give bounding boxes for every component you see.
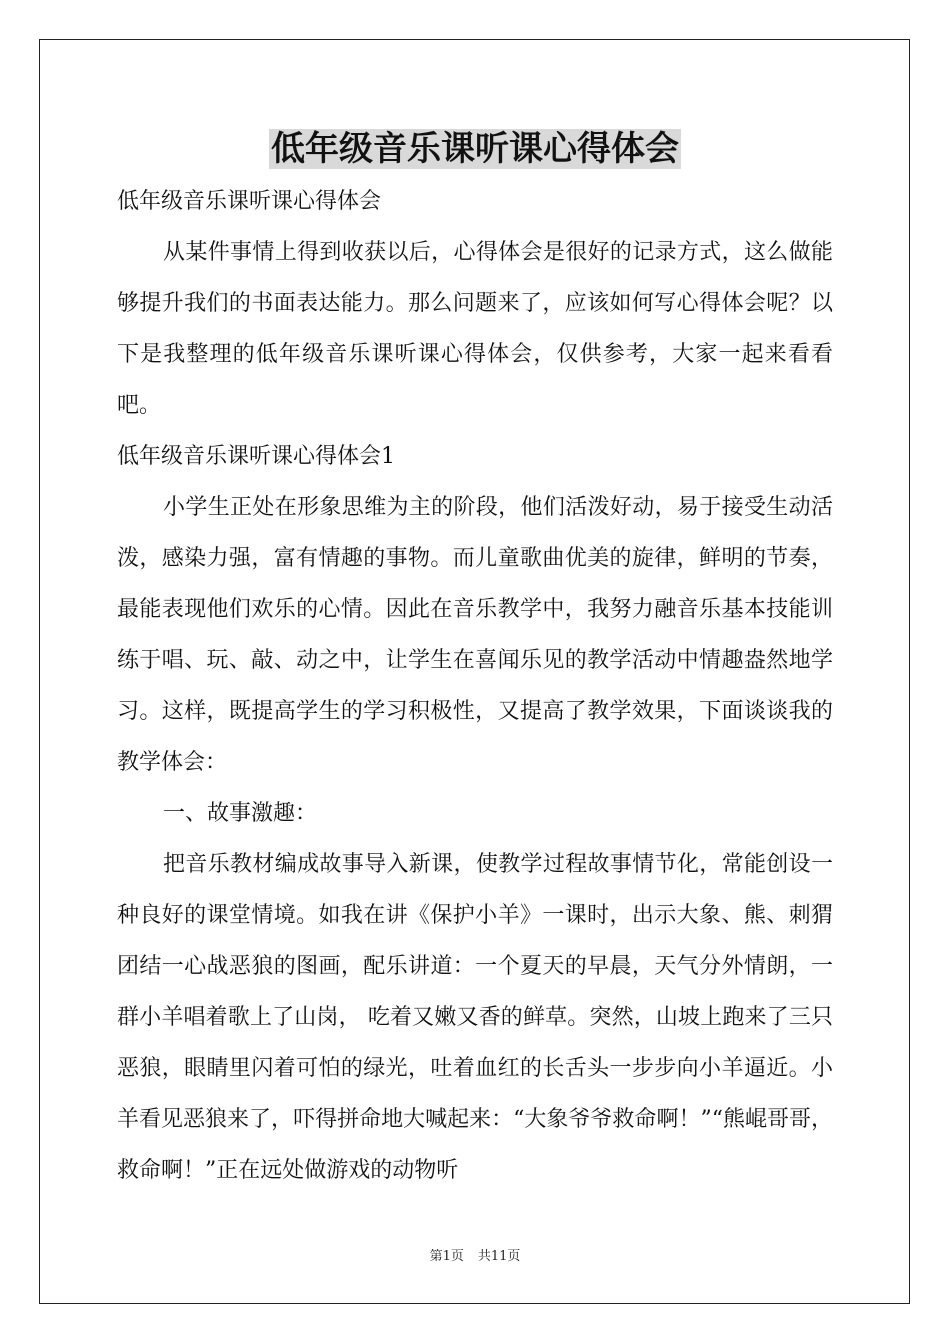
document-title <box>0 126 950 172</box>
page-footer <box>0 1248 950 1266</box>
paragraph: 从某件事情上得到收获以后，心得体会是很好的记录方式，这么做能够提升我们的书面表达能力。那么问题来了，应该如何写心得体会呢？以下是我整理的低年级音乐课听课心得体会，仅供参考，大家一起来看看吧。 <box>117 240 833 418</box>
paragraph: 低年级音乐课听课心得体会1 <box>117 444 395 469</box>
page-total: 共11页 <box>477 1249 521 1264</box>
page-number: 第1页 <box>429 1249 464 1264</box>
paragraph: 一、故事激趣： <box>163 801 318 826</box>
paragraph: 把音乐教材编成故事导入新课，使教学过程故事情节化，常能创设一种良好的课堂情境。如我在讲《保护小羊》一课时，出示大象、熊、刺猬团结一心战恶狼的图画，配乐讲道：一个夏天的早晨，天气分外情朗，一群小羊唱着歌上了山岗， 吃着又嫩又香的鲜草。突然，山坡上跑来了三只恶狼，眼睛里闪着可怕的绿光，吐着血红的长舌头一步步向小羊逼近。小羊看见恶狼来了，吓得拼命地大喊起来：“大象爷爷救命啊！”“熊崐哥哥，救命啊！”正在远处做游戏的动物听 <box>117 852 833 1183</box>
paragraph: 低年级音乐课听课心得体会 <box>117 189 382 214</box>
paragraph: 小学生正处在形象思维为主的阶段，他们活泼好动，易于接受生动活泼，感染力强，富有情趣的事物。而儿童歌曲优美的旋律，鲜明的节奏，最能表现他们欢乐的心情。因此在音乐教学中，我努力融音乐基本技能训练于唱、玩、敲、动之中，让学生在喜闻乐见的教学活动中情趣盎然地学习。这样，既提高学生的学习积极性，又提高了教学效果，下面谈谈我的教学体会： <box>117 495 833 775</box>
document-title-text: 低年级音乐课听课心得体会 <box>271 129 679 169</box>
document-body <box>117 176 833 1196</box>
